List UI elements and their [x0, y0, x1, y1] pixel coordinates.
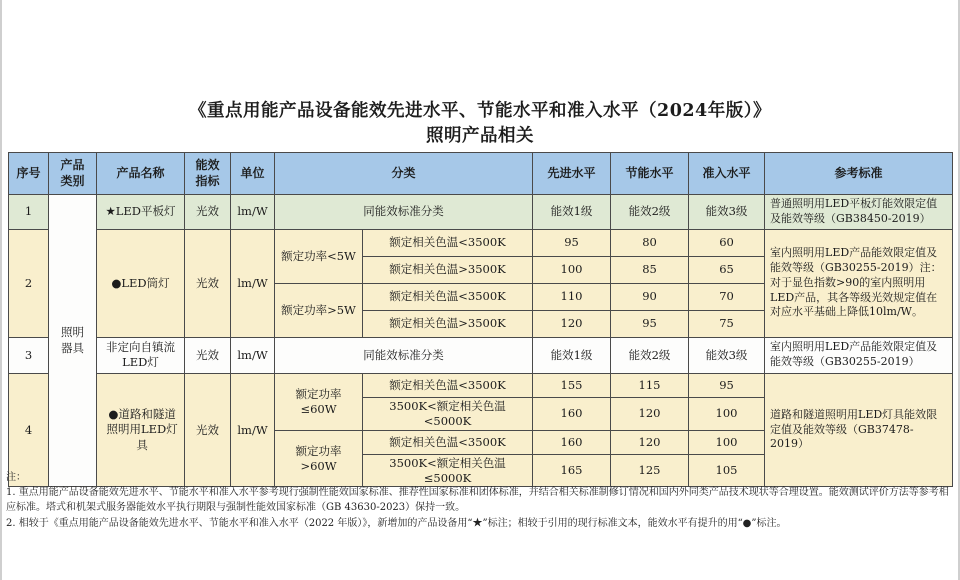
reference-cell: 室内照明用LED产品能效限定值及能效等级（GB30255-2019）注：对于显色指数>90的室内照明用LED产品，其各等级光效规定值在对应水平基础上降低10lm/W。 — [765, 229, 953, 337]
saving-value-cell: 115 — [611, 373, 689, 397]
advanced-value-cell: 160 — [533, 397, 611, 430]
cct-class-cell: 额定相关色温<3500K — [363, 373, 533, 397]
col-header-metric: 能效指标 — [185, 153, 231, 195]
col-header-category: 产品类别 — [49, 153, 97, 195]
footnote-label: 注： — [6, 472, 26, 483]
table-row — [9, 337, 953, 373]
saving-level-cell: 能效2级 — [611, 195, 689, 230]
saving-value-cell: 85 — [611, 256, 689, 283]
classification-cell: 同能效标准分类 — [275, 337, 533, 373]
saving-level-cell: 能效2级 — [611, 337, 689, 373]
entry-value-cell: 100 — [689, 397, 765, 430]
advanced-value-cell: 95 — [533, 229, 611, 256]
unit-cell: lm/W — [231, 195, 275, 230]
entry-level-cell: 能效3级 — [689, 337, 765, 373]
seq-cell: 3 — [9, 337, 49, 373]
advanced-value-cell: 110 — [533, 283, 611, 310]
table-row — [9, 229, 953, 256]
table-row — [9, 195, 953, 230]
cct-class-cell: 额定相关色温>3500K — [363, 256, 533, 283]
metric-cell: 光效 — [185, 229, 231, 337]
unit-cell: lm/W — [231, 229, 275, 337]
col-header-classification: 分类 — [275, 153, 533, 195]
metric-cell: 光效 — [185, 195, 231, 230]
saving-value-cell: 95 — [611, 310, 689, 337]
col-header-entry: 准入水平 — [689, 153, 765, 195]
efficiency-table — [8, 152, 953, 487]
entry-level-cell: 能效3级 — [689, 195, 765, 230]
unit-cell: lm/W — [231, 337, 275, 373]
entry-value-cell: 105 — [689, 454, 765, 487]
title-line-1: 《重点用能产品设备能效先进水平、节能水平和准入水平（2024年版）》 — [189, 101, 771, 121]
product-name-cell: ●LED筒灯 — [97, 229, 185, 337]
table-row — [9, 373, 953, 397]
footnotes — [6, 470, 954, 531]
advanced-value-cell: 155 — [533, 373, 611, 397]
saving-value-cell: 120 — [611, 430, 689, 454]
cct-class-cell: 3500K<额定相关色温≤5000K — [363, 454, 533, 487]
cct-class-cell: 额定相关色温<3500K — [363, 283, 533, 310]
category-cell: 照明器具 — [49, 195, 97, 487]
title-line-2: 照明产品相关 — [426, 126, 534, 147]
seq-cell: 4 — [9, 373, 49, 487]
seq-cell: 2 — [9, 229, 49, 337]
power-class-cell: 额定功率>60W — [275, 430, 363, 487]
power-class-cell: 额定功率>5W — [275, 283, 363, 337]
metric-cell: 光效 — [185, 337, 231, 373]
advanced-value-cell: 160 — [533, 430, 611, 454]
col-header-saving: 节能水平 — [611, 153, 689, 195]
col-header-seq: 序号 — [9, 153, 49, 195]
saving-value-cell: 90 — [611, 283, 689, 310]
entry-value-cell: 100 — [689, 430, 765, 454]
col-header-product-name: 产品名称 — [97, 153, 185, 195]
saving-value-cell: 120 — [611, 397, 689, 430]
advanced-value-cell: 165 — [533, 454, 611, 487]
col-header-reference: 参考标准 — [765, 153, 953, 195]
seq-cell: 1 — [9, 195, 49, 230]
metric-cell: 光效 — [185, 373, 231, 487]
document-title — [0, 99, 960, 150]
advanced-value-cell: 100 — [533, 256, 611, 283]
unit-cell: lm/W — [231, 373, 275, 487]
advanced-level-cell: 能效1级 — [533, 337, 611, 373]
footnote-1: 1. 重点用能产品设备能效先进水平、节能水平和准入水平参考现行强制性能效国家标准、推荐性国家标准和团体标准，并结合相关标准制修订情况和国内外同类产品技术现状等合理设置。能效测试评价方法等参考相应标准。塔式和机架式服务器能效水平执行期限与强制性能效国家标准（GB 43630-2023）保持一致。 — [6, 487, 949, 514]
reference-cell: 普通照明用LED平板灯能效限定值及能效等级（GB38450-2019） — [765, 195, 953, 230]
scan-edge-left — [0, 0, 2, 580]
entry-value-cell: 95 — [689, 373, 765, 397]
col-header-advanced: 先进水平 — [533, 153, 611, 195]
entry-value-cell: 75 — [689, 310, 765, 337]
saving-value-cell: 80 — [611, 229, 689, 256]
classification-cell: 同能效标准分类 — [275, 195, 533, 230]
power-class-cell: 额定功率<5W — [275, 229, 363, 283]
efficiency-table-wrap — [8, 152, 953, 487]
product-name-cell: ★LED平板灯 — [97, 195, 185, 230]
product-name-cell: 非定向自镇流LED灯 — [97, 337, 185, 373]
cct-class-cell: 3500K<额定相关色温<5000K — [363, 397, 533, 430]
entry-value-cell: 70 — [689, 283, 765, 310]
cct-class-cell: 额定相关色温>3500K — [363, 310, 533, 337]
entry-value-cell: 60 — [689, 229, 765, 256]
entry-value-cell: 65 — [689, 256, 765, 283]
table-header-row — [9, 153, 953, 195]
cct-class-cell: 额定相关色温<3500K — [363, 229, 533, 256]
advanced-level-cell: 能效1级 — [533, 195, 611, 230]
footnote-2: 2. 相较于《重点用能产品设备能效先进水平、节能水平和准入水平（2022 年版）》，新增加的产品设备用“★”标注；相较于引用的现行标准文本，能效水平有提升的用“●”标注。 — [6, 517, 787, 529]
reference-cell: 道路和隧道照明用LED灯具能效限定值及能效等级（GB37478-2019） — [765, 373, 953, 487]
power-class-cell: 额定功率≤60W — [275, 373, 363, 430]
advanced-value-cell: 120 — [533, 310, 611, 337]
reference-cell: 室内照明用LED产品能效限定值及能效等级（GB30255-2019） — [765, 337, 953, 373]
product-name-cell: ●道路和隧道照明用LED灯具 — [97, 373, 185, 487]
col-header-unit: 单位 — [231, 153, 275, 195]
cct-class-cell: 额定相关色温<3500K — [363, 430, 533, 454]
saving-value-cell: 125 — [611, 454, 689, 487]
